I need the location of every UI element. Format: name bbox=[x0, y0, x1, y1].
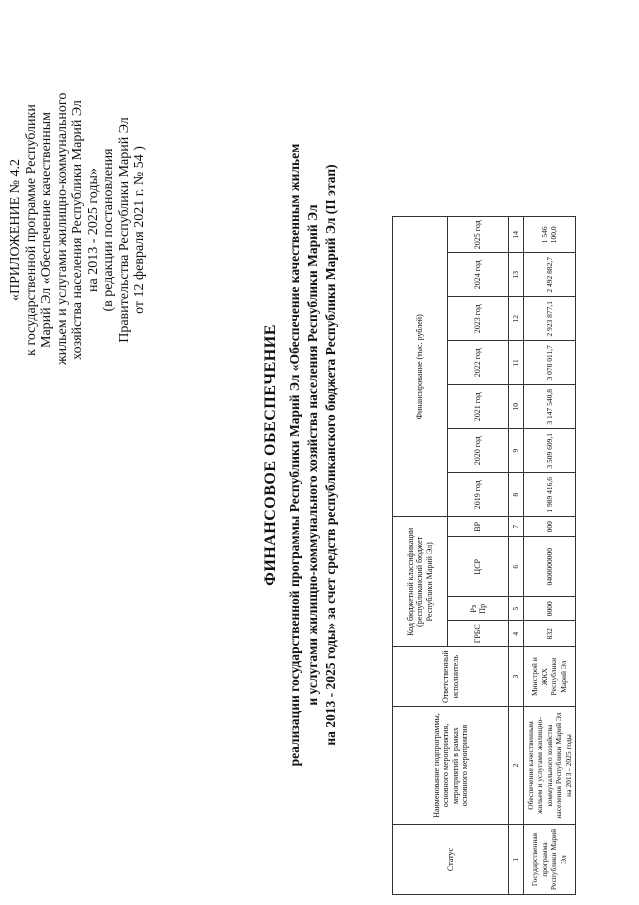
subheader-year: 2025 год bbox=[448, 217, 509, 253]
subheader-grbs: ГРБС bbox=[448, 621, 509, 647]
subheader-year: 2024 год bbox=[448, 253, 509, 297]
column-number: 12 bbox=[509, 297, 524, 341]
row-vr: 000 bbox=[523, 517, 576, 537]
column-number: 2 bbox=[509, 707, 524, 825]
header-row bbox=[393, 217, 448, 895]
column-number: 3 bbox=[509, 647, 524, 707]
header-executor: Ответственный исполнитель bbox=[393, 647, 509, 707]
annex-line: «ПРИЛОЖЕНИЕ № 4.2 bbox=[8, 159, 23, 301]
column-number: 11 bbox=[509, 341, 524, 385]
subheader-csr: ЦСР bbox=[448, 537, 509, 597]
column-number: 10 bbox=[509, 385, 524, 429]
header-financing: Финансирование (тыс. рублей) bbox=[393, 217, 448, 517]
column-number: 5 bbox=[509, 597, 524, 621]
table-row bbox=[523, 217, 576, 895]
row-grbs: 832 bbox=[523, 621, 576, 647]
row-amount-2020: 3 509 609,1 bbox=[523, 429, 576, 473]
subheader-rzpr: Рз Пр bbox=[448, 597, 509, 621]
annex-block bbox=[8, 92, 148, 365]
annex-line: Правительства Республики Марий Эл bbox=[116, 117, 132, 343]
annex-line: жильем и услугами жилищно-коммунального bbox=[54, 92, 70, 365]
column-number: 13 bbox=[509, 253, 524, 297]
column-number: 1 bbox=[509, 825, 524, 895]
header-budget-code: Код бюджетной классификации (республиканский бюджет Республики Марий Эл) bbox=[393, 517, 448, 647]
annex-line: на 2013 - 2025 годы» bbox=[85, 168, 101, 292]
annex-line: Марий Эл «Обеспечение качественным bbox=[39, 112, 54, 348]
column-number-row bbox=[509, 217, 524, 895]
column-number: 8 bbox=[509, 473, 524, 517]
row-amount-2019: 1 989 416,6 bbox=[523, 473, 576, 517]
row-status: Государственная программа Республики Марий Эл bbox=[523, 825, 576, 895]
subheader-year: 2021 год bbox=[448, 385, 509, 429]
heading-line: на 2013 - 2025 годы» за счет средств республиканского бюджета Республики Марий Эл (II этап) bbox=[323, 164, 338, 746]
subheader-year: 2022 год bbox=[448, 341, 509, 385]
heading-line: реализации государственной программы Республики Марий Эл «Обеспечение качественным жильем bbox=[287, 143, 302, 767]
financing-table bbox=[392, 216, 576, 895]
row-executor: Минстрой и ЖКХ Республики Марий Эл bbox=[523, 647, 576, 707]
column-number: 6 bbox=[509, 537, 524, 597]
row-amount-2025: 1 546 100,0 bbox=[523, 217, 576, 253]
column-number: 4 bbox=[509, 621, 524, 647]
header-status: Статус bbox=[393, 825, 509, 895]
row-name: Обеспечение качественным жильем и услугами жилищно-коммунального хозяйства населения Республики Марий Эл на 2013 - 2025 годы bbox=[523, 707, 576, 825]
row-csr: 0400000000 bbox=[523, 537, 576, 597]
annex-line: от 12 февраля 2021 г. № 54 ) bbox=[132, 146, 147, 314]
column-number: 14 bbox=[509, 217, 524, 253]
document-title: ФИНАНСОВОЕ ОБЕСПЕЧЕНИЕ bbox=[262, 324, 279, 586]
column-number: 9 bbox=[509, 429, 524, 473]
document-heading bbox=[262, 105, 340, 805]
row-rzpr: 0000 bbox=[523, 597, 576, 621]
row-amount-2023: 2 923 877,1 bbox=[523, 297, 576, 341]
row-amount-2021: 3 147 540,8 bbox=[523, 385, 576, 429]
row-amount-2022: 3 078 011,7 bbox=[523, 341, 576, 385]
heading-line: и услугами жилищно-коммунального хозяйства населения Республики Марий Эл bbox=[305, 204, 320, 706]
subheader-year: 2019 год bbox=[448, 473, 509, 517]
row-amount-2024: 2 492 882,7 bbox=[523, 253, 576, 297]
subheader-year: 2020 год bbox=[448, 429, 509, 473]
column-number: 7 bbox=[509, 517, 524, 537]
subheader-vr: ВР bbox=[448, 517, 509, 537]
annex-line: хозяйства населения Республики Марий Эл bbox=[70, 100, 85, 360]
annex-line: (в редакции постановления bbox=[101, 148, 116, 312]
subheader-year: 2023 год bbox=[448, 297, 509, 341]
header-name: Наименование подпрограммы, основного мероприятия, мероприятий в рамках основного мероприятия bbox=[393, 707, 509, 825]
annex-line: к государственной программе Республики bbox=[23, 104, 39, 356]
